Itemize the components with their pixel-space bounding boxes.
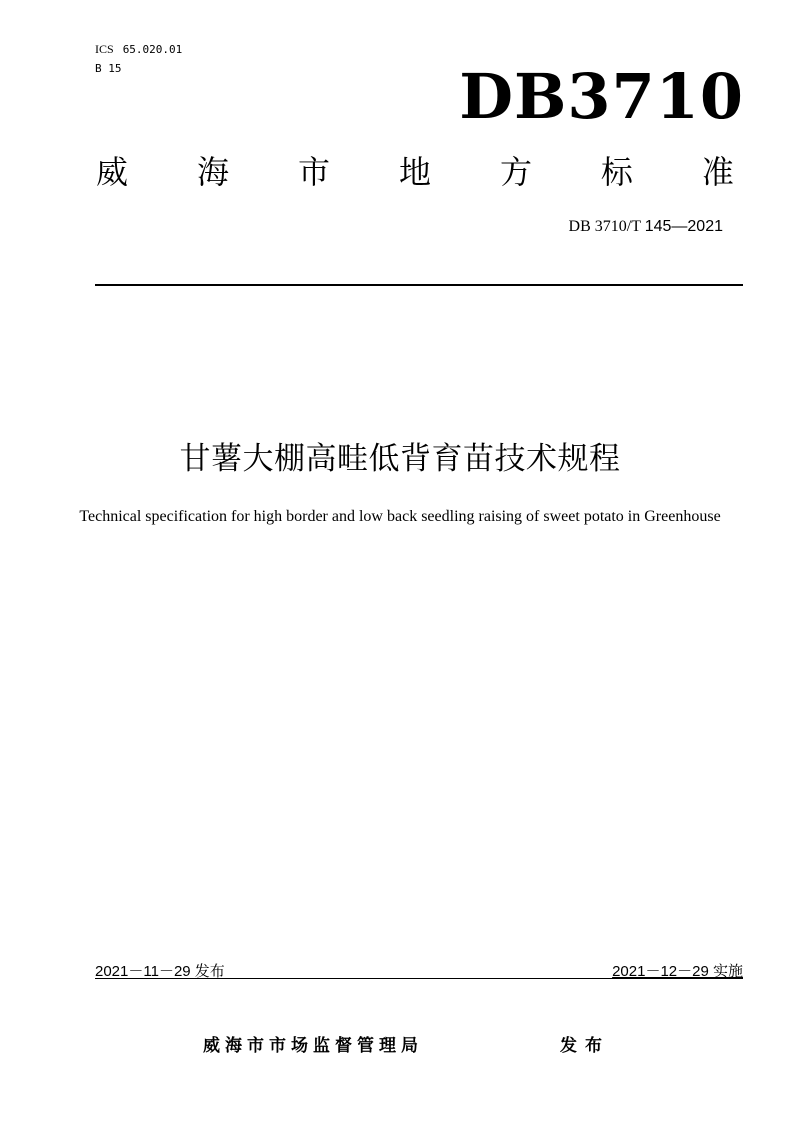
publisher-name: 威海市市场监督管理局	[203, 1036, 423, 1056]
ics-line	[95, 42, 182, 57]
ics-code: 65.020.01	[122, 43, 183, 56]
top-divider	[95, 284, 743, 286]
implementation-date: 2021－12－29 实施	[612, 963, 743, 980]
standard-number-prefix: DB 3710/T	[568, 218, 641, 235]
standard-type-char: 准	[701, 153, 734, 191]
document-title-english: Technical specification for high border and low back seedling raising of sweet potato in Greenhouse	[79, 508, 721, 525]
standard-type-char: 地	[398, 153, 431, 191]
ics-label: ICS	[95, 42, 114, 56]
standard-type-char: 标	[600, 153, 633, 191]
standard-type	[96, 153, 734, 191]
db-code: DB3710	[459, 60, 744, 133]
issue-date: 2021－11－29 发布	[95, 963, 225, 980]
bottom-divider	[95, 978, 743, 979]
standard-type-char: 市	[297, 153, 330, 191]
standard-type-char: 威	[96, 153, 129, 191]
classification-code: B 15	[95, 62, 122, 75]
standard-type-char: 海	[196, 153, 229, 191]
standard-type-char: 方	[499, 153, 532, 191]
standard-number	[569, 218, 723, 236]
publish-label: 发布	[560, 1036, 610, 1056]
document-title-chinese: 甘薯大棚高畦低背育苗技术规程	[179, 441, 621, 477]
standard-number-suffix: 145—2021	[644, 218, 723, 235]
